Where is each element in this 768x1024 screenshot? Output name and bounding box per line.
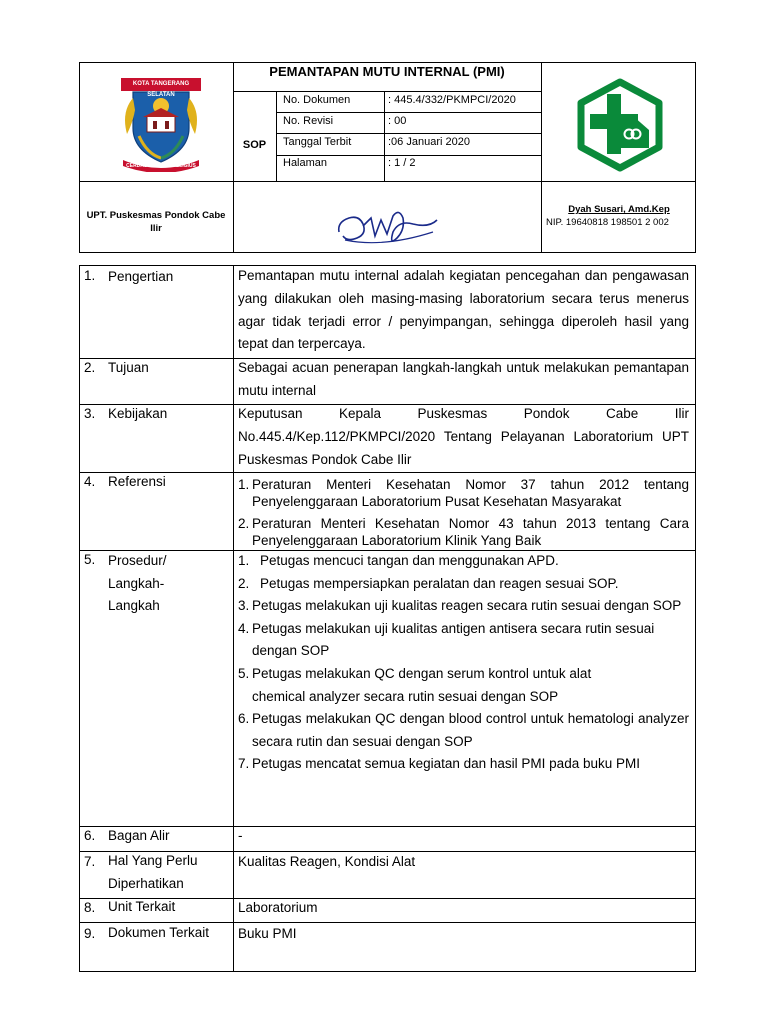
body-column-divider [233,265,234,972]
label-line: Hal Yang Perlu [108,853,198,868]
list-item-number: 2. [238,516,250,531]
document-title: PEMANTAPAN MUTU INTERNAL (PMI) [269,64,505,79]
row-divider [79,472,696,473]
row-divider [79,826,696,827]
row-number: 7. [84,854,96,869]
list-item [238,595,689,618]
meta-divider [384,91,385,181]
list-item [238,550,689,573]
row-label-prosedur [108,550,167,618]
row-number: 5. [84,552,96,567]
header-divider [541,62,542,253]
meta-label-no-dokumen: No. Dokumen [283,94,351,106]
meta-label-halaman: Halaman [283,157,328,169]
list-item-text: Petugas melakukan uji kualitas reagen secara rutin sesuai dengan SOP [252,598,682,614]
list-item-number: 3. [238,598,250,614]
list-item [238,708,689,753]
label-line: Prosedur/ [108,553,167,568]
row-label-referensi: Referensi [108,474,166,489]
list-item-text: Petugas mencatat semua kegiatan dan hasil PMI pada buku PMI [252,756,640,772]
header-divider [233,91,541,92]
list-item-text: Petugas melakukan uji kualitas antigen antisera secara rutin sesuai dengan SOP [252,620,655,659]
row-content-tujuan: Sebagai acuan penerapan langkah-langkah untuk melakukan pemantapan mutu internal [238,360,689,398]
meta-divider [276,91,277,181]
list-item [238,476,689,510]
list-item-text: Peraturan Menteri Kesehatan Nomor 37 tahun 2012 tentang Penyelenggaraan Laboratorium Pusat Kesehatan Masyarakat [252,477,689,509]
label-line: Diperhatikan [108,875,184,891]
meta-divider [276,112,541,113]
list-item-text: Peraturan Menteri Kesehatan Nomor 43 tahun 2013 tentang Cara Penyelenggaraan Laboratorium Klinik Yang Baik [252,516,689,548]
row-number: 3. [84,406,96,421]
list-item-number: 6. [238,711,250,727]
list-item-number: 4. [238,620,250,636]
row-label-tujuan: Tujuan [108,360,149,375]
meta-value-halaman: : 1 / 2 [388,157,416,169]
list-item [238,618,689,663]
row-content-hal-perlu: Kualitas Reagen, Kondisi Alat [238,854,416,869]
row-content-prosedur [238,550,689,776]
list-item [238,663,689,708]
list-item-text: Petugas mencuci tangan dan menggunakan APD. [260,553,559,568]
header-divider [79,181,696,182]
row-content-referensi [238,476,689,549]
meta-label-tanggal-terbit: Tanggal Terbit [283,136,352,148]
signatory-nip: NIP. 19640818 198501 2 002 [546,217,669,228]
label-line: Langkah [108,598,160,613]
signature [333,202,443,250]
org-name: UPT. Puskesmas Pondok Cabe Ilir [86,210,226,234]
list-item-text: Petugas melakukan QC dengan serum kontrol untuk alat chemical analyzer secara rutin sesuai dengan SOP [252,665,592,704]
meta-value-no-dokumen: : 445.4/332/PKMPCI/2020 [388,94,516,106]
row-label-hal-perlu [108,850,198,895]
meta-divider [276,133,541,134]
row-content-pengertian: Pemantapan mutu internal adalah kegiatan pencegahan dan pengawasan yang dilakukan oleh masing-masing laboratorium secara terus menerus agar tidak terjadi error / penyimpangan, sehingga diperoleh hasil yang tepat dan terpercaya. [238,268,689,352]
list-item-number: 1. [238,477,250,492]
row-content-dokumen-terkait: Buku PMI [238,926,297,941]
meta-value-tanggal-terbit: :06 Januari 2020 [388,136,470,148]
row-content-kebijakan: Keputusan Kepala Puskesmas Pondok Cabe Ilir No.445.4/Kep.112/PKMPCI/2020 Tentang Pelayanan Laboratorium UPT Puskesmas Pondok Cabe Ilir [238,406,689,467]
row-number: 2. [84,360,96,375]
city-emblem-logo [113,76,209,172]
signatory-name: Dyah Susari, Amd.Kep [568,204,670,215]
row-number: 9. [84,926,96,941]
list-item [238,515,689,549]
row-label-kebijakan: Kebijakan [108,406,168,421]
row-label-dokumen-terkait: Dokumen Terkait [108,925,210,940]
list-item-number: 5. [238,665,250,681]
emblem-motto-text: CERDAS MODERN RELIGIUS [126,163,196,169]
meta-value-no-revisi: : 00 [388,115,407,127]
meta-label-no-revisi: No. Revisi [283,115,334,127]
meta-divider [276,155,541,156]
puskesmas-logo [575,78,665,172]
label-line: Langkah- [108,575,165,591]
row-label-bagan-alir: Bagan Alir [108,828,170,843]
emblem-banner-text: KOTA TANGERANG SELATAN [132,81,190,98]
row-number: 6. [84,828,96,843]
row-content-bagan-alir: - [238,828,243,843]
list-item [238,753,689,776]
row-number: 8. [84,900,96,915]
row-number: 4. [84,474,96,489]
list-item-text: Petugas mempersiapkan peralatan dan reagen sesuai SOP. [260,575,619,591]
list-item-text: Petugas melakukan QC dengan blood control untuk hematologi analyzer secara rutin dan sesuai dengan SOP [252,711,689,749]
sop-label: SOP [242,139,267,151]
list-item [238,573,689,596]
list-item-number: 2. [238,575,250,591]
list-item-number: 7. [238,756,250,772]
row-label-unit-terkait: Unit Terkait [108,899,176,914]
row-label-pengertian: Pengertian [108,269,174,284]
row-number: 1. [84,268,96,283]
row-content-unit-terkait: Laboratorium [238,900,318,915]
list-item-number: 1. [238,553,250,568]
